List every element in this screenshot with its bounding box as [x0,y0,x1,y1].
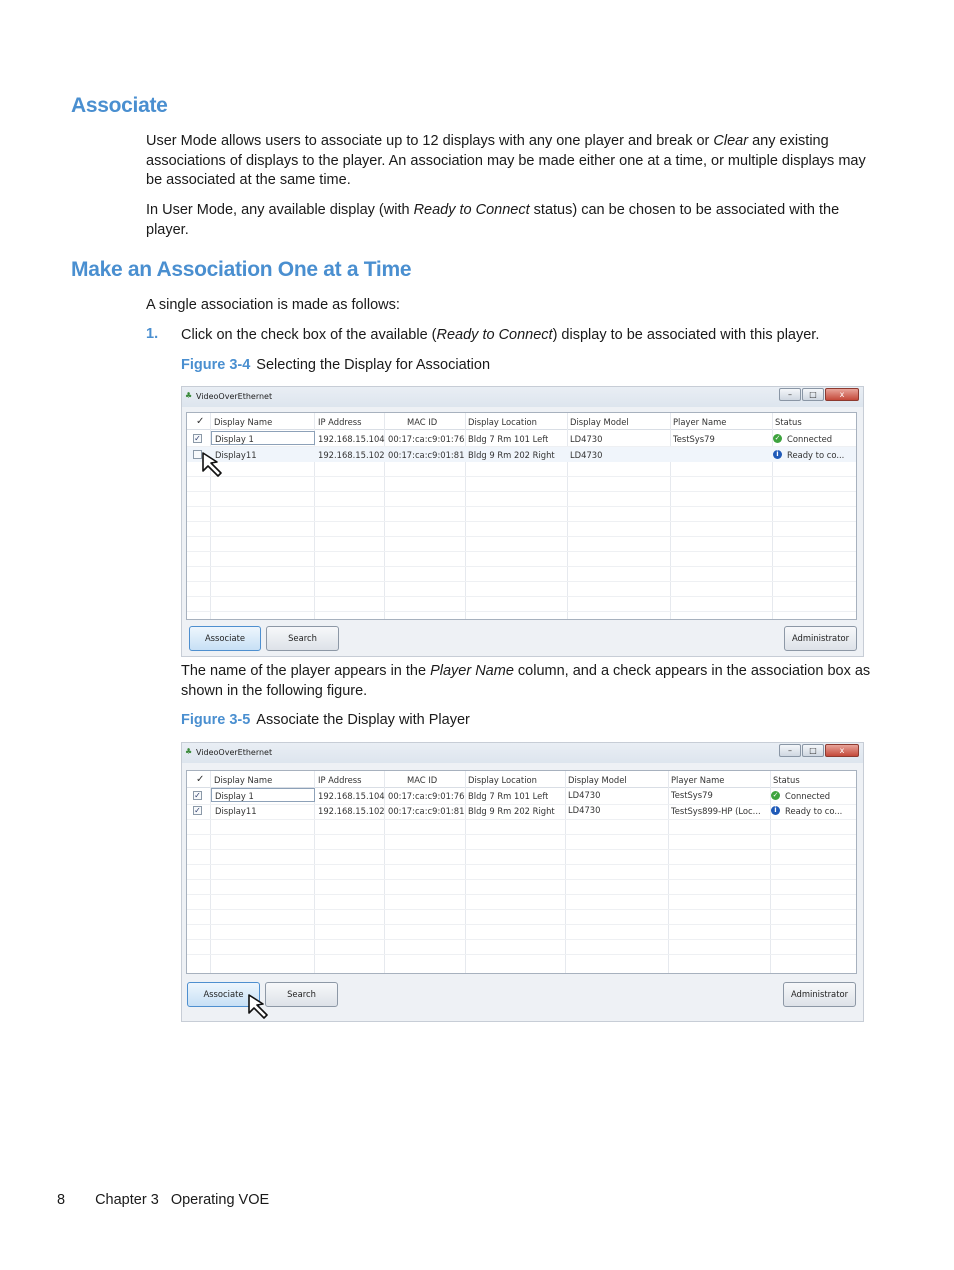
figure-caption: Figure 3-5 Associate the Display with Player [181,712,470,728]
figure-label: Figure 3-4 [181,357,251,373]
col-header-model[interactable]: Display Model [568,775,627,785]
col-header-mac[interactable]: MAC ID [407,775,438,785]
ip-address: 192.168.15.102 [318,806,385,816]
display-name: Display 1 [215,791,254,801]
col-header-location[interactable]: Display Location [468,417,537,427]
paragraph-user-mode: In User Mode, any available display (with Ready to Connect status) can be chosen to be associated with the player. [146,202,840,238]
player-name: TestSys79 [671,790,713,800]
check-circle-icon: ✓ [772,791,779,799]
section-heading-one-at-a-time: Make an Association One at a Time [71,258,412,281]
step-number: 1. [146,326,159,342]
row-checkbox[interactable]: ✓ [194,791,201,800]
status-text: Connected [787,434,833,444]
mac-id: 00:17:ca:c9:01:81 [388,806,465,816]
window-titlebar [182,743,863,763]
window-title: VideoOverEthernet [196,392,273,401]
display-grid [186,412,857,620]
display-location: Bldg 9 Rm 202 Right [468,806,555,816]
status-text: Connected [785,791,831,801]
row-checkbox[interactable]: ✓ [194,806,201,815]
col-header-ip[interactable]: IP Address [318,775,362,785]
display-location: Bldg 7 Rm 101 Left [468,434,549,444]
mac-id: 00:17:ca:c9:01:76 [388,791,465,801]
display-model: LD4730 [570,450,603,460]
paragraph-player-name: The name of the player appears in the Player Name column, and a check appears in the association box as shown in the following figure. [181,663,871,699]
col-header-status[interactable]: Status [773,775,800,785]
display-grid [186,770,857,974]
mac-id: 00:17:ca:c9:01:81 [388,450,465,460]
administrator-button[interactable]: Administrator [783,982,856,1007]
close-icon[interactable]: x [825,388,859,401]
player-name: TestSys899-HP (Loc... [671,806,761,816]
window-title: VideoOverEthernet [196,748,273,757]
display-name: Display 1 [215,434,254,444]
col-header-location[interactable]: Display Location [468,775,537,785]
col-header-player[interactable]: Player Name [671,775,725,785]
ip-address: 192.168.15.104 [318,791,385,801]
col-header-ip[interactable]: IP Address [318,417,362,427]
search-button[interactable]: Search [265,982,338,1007]
display-location: Bldg 9 Rm 202 Right [468,450,555,460]
close-icon[interactable]: x [825,744,859,757]
step-text: Click on the check box of the available (Ready to Connect) display to be associated with this player. [181,327,820,343]
col-header-check: ✓ [196,774,205,785]
ip-address: 192.168.15.102 [318,450,385,460]
status-text: Ready to co... [785,806,843,816]
info-icon: i [771,806,780,815]
paragraph-intro: User Mode allows users to associate up to 12 displays with any one player and break or Clear any existing associations of displays to the player. An association may be made either one at a time, or multiple displays may be associated at the same time. [146,133,866,188]
associate-button[interactable]: Associate [189,626,261,651]
display-model: LD4730 [568,805,601,815]
page-number: 8 [57,1192,66,1208]
app-icon: ♣ [185,391,193,400]
search-button[interactable]: Search [266,626,339,651]
status-text: Ready to co... [787,450,845,460]
voe-window-figure-3-5 [181,742,864,1022]
mouse-pointer-icon [201,451,231,481]
col-header-display-name[interactable]: Display Name [214,775,273,785]
display-location: Bldg 7 Rm 101 Left [468,791,549,801]
minimize-icon[interactable]: – [779,744,801,757]
section-heading-associate: Associate [71,94,168,117]
col-header-player[interactable]: Player Name [673,417,727,427]
page-footer [57,1192,269,1208]
mac-id: 00:17:ca:c9:01:76 [388,434,465,444]
col-header-check: ✓ [196,416,205,427]
ip-address: 192.168.15.104 [318,434,385,444]
info-icon: i [773,450,782,459]
row-checkbox[interactable]: ✓ [194,434,201,443]
maximize-icon[interactable]: □ [802,388,824,401]
player-name: TestSys79 [673,434,715,444]
mouse-pointer-icon [247,993,277,1023]
associate-button[interactable]: Associate [187,982,260,1007]
figure-label: Figure 3-5 [181,712,251,728]
app-icon: ♣ [185,747,193,756]
figure-caption: Figure 3-4 Selecting the Display for Association [181,357,491,373]
display-model: LD4730 [570,434,603,444]
col-header-display-name[interactable]: Display Name [214,417,273,427]
paragraph-single-association: A single association is made as follows: [146,297,400,313]
administrator-button[interactable]: Administrator [784,626,857,651]
col-header-status[interactable]: Status [775,417,802,427]
col-header-mac[interactable]: MAC ID [407,417,438,427]
voe-window-figure-3-4 [181,386,864,657]
col-header-model[interactable]: Display Model [570,417,629,427]
check-circle-icon: ✓ [774,434,781,442]
window-titlebar [182,387,863,407]
maximize-icon[interactable]: □ [802,744,824,757]
display-name: Display11 [215,806,257,816]
display-name: Display11 [215,450,257,460]
minimize-icon[interactable]: – [779,388,801,401]
display-model: LD4730 [568,790,601,800]
chapter-label: Chapter 3 Operating VOE [95,1192,270,1208]
